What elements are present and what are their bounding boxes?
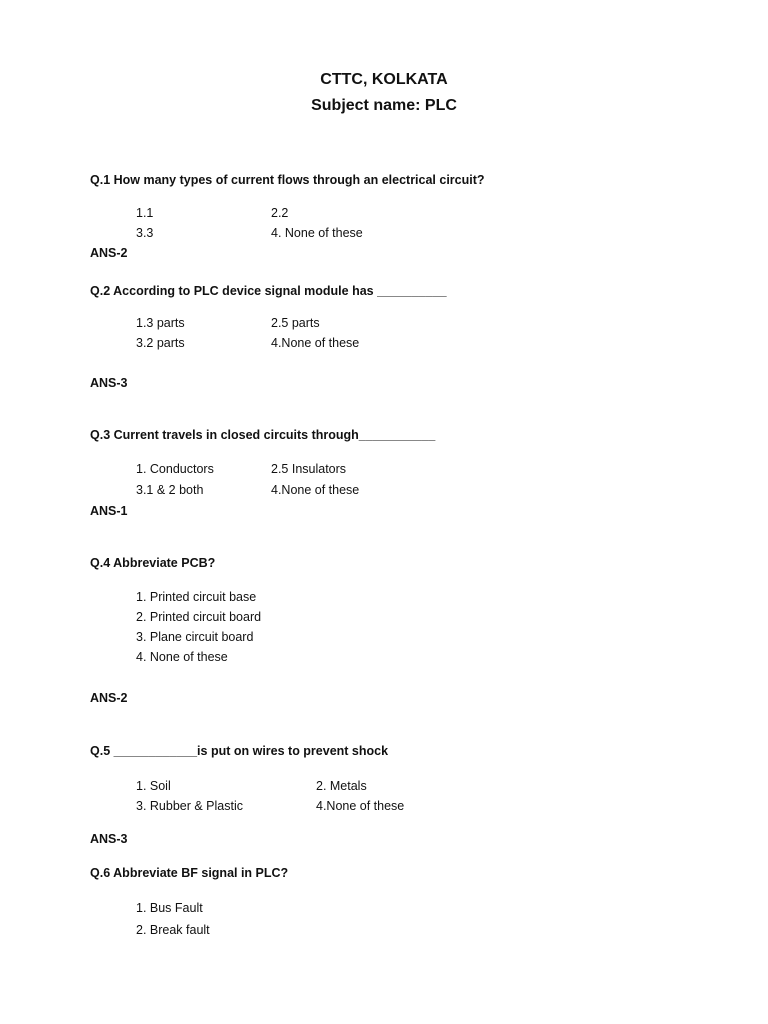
question-6: Q.6 Abbreviate BF signal in PLC?	[90, 866, 289, 880]
q1-answer: ANS-2	[90, 246, 128, 260]
q3-option-2: 2.5 Insulators	[271, 462, 347, 476]
q4-answer: ANS-2	[90, 691, 128, 705]
question-3: Q.3 Current travels in closed circuits through___________	[90, 428, 436, 442]
question-5: Q.5 ____________is put on wires to prevent shock	[90, 744, 389, 758]
q3-option-4: 4.None of these	[271, 483, 360, 497]
q1-option-4: 4. None of these	[271, 226, 363, 240]
q5-option-2: 2. Metals	[316, 779, 367, 793]
q1-option-1: 1.1	[136, 206, 154, 220]
q6-option-1: 1. Bus Fault	[136, 901, 203, 915]
q4-option-1: 1. Printed circuit base	[136, 590, 257, 604]
q4-option-3: 3. Plane circuit board	[136, 630, 254, 644]
q4-option-4: 4. None of these	[136, 650, 228, 664]
q5-option-4: 4.None of these	[316, 799, 405, 813]
question-2: Q.2 According to PLC device signal module has __________	[90, 284, 447, 298]
q2-option-2: 2.5 parts	[271, 316, 320, 330]
q2-option-1: 1.3 parts	[136, 316, 185, 330]
q3-option-1: 1. Conductors	[136, 462, 214, 476]
q2-answer: ANS-3	[90, 376, 128, 390]
q2-option-3: 3.2 parts	[136, 336, 185, 350]
question-4: Q.4 Abbreviate PCB?	[90, 556, 216, 570]
q5-option-3: 3. Rubber & Plastic	[136, 799, 243, 813]
q3-answer: ANS-1	[90, 504, 128, 518]
q5-option-1: 1. Soil	[136, 779, 171, 793]
question-1: Q.1 How many types of current flows through an electrical circuit?	[90, 173, 485, 187]
q4-option-2: 2. Printed circuit board	[136, 610, 262, 624]
institute-title: CTTC, KOLKATA	[320, 71, 448, 88]
q1-option-2: 2.2	[271, 206, 289, 220]
q2-option-4: 4.None of these	[271, 336, 360, 350]
q3-option-3: 3.1 & 2 both	[136, 483, 204, 497]
subject-title: Subject name: PLC	[311, 97, 457, 114]
q6-option-2: 2. Break fault	[136, 923, 210, 937]
q1-option-3: 3.3	[136, 226, 154, 240]
q5-answer: ANS-3	[90, 832, 128, 846]
